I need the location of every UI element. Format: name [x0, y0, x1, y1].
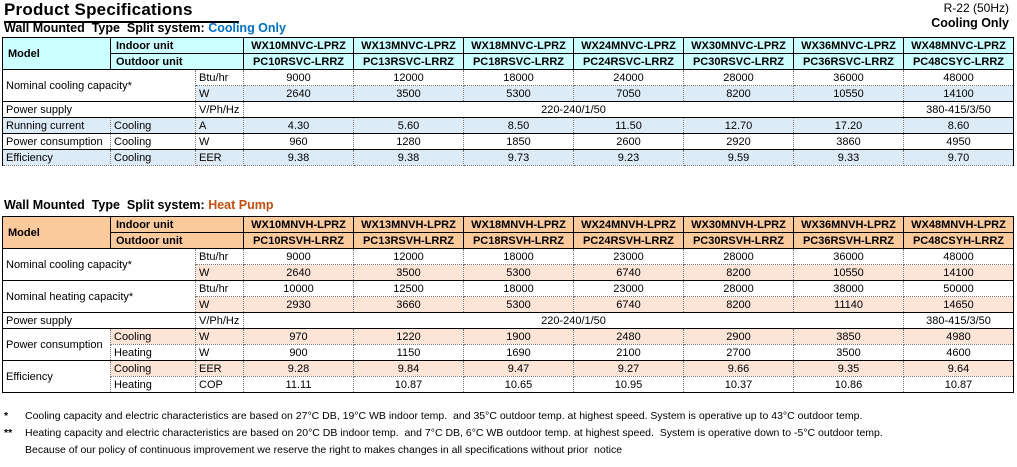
value-cell: 2100 [574, 345, 684, 361]
outdoor-unit-model: PC36RSVH-LRRZ [794, 233, 904, 249]
value-cell: 14100 [904, 265, 1014, 281]
row-unit-cell: W [196, 297, 244, 313]
value-cell: 2920 [684, 134, 794, 150]
row-label-cell: Power consumption [3, 134, 111, 150]
row-unit-cell: COP [196, 377, 244, 393]
spec-table-heat-pump [2, 216, 1014, 393]
value-cell: 10.65 [464, 377, 574, 393]
value-cell: 1220 [354, 329, 464, 345]
footnote-marker: ** [4, 427, 13, 439]
outdoor-unit-model: PC18RSVC-LRRZ [464, 54, 574, 70]
value-cell: 5300 [464, 265, 574, 281]
indoor-unit-model: WX10MNVC-LPRZ [244, 38, 354, 54]
row-label-cell: Efficiency [3, 150, 111, 166]
value-cell: 23000 [574, 249, 684, 265]
value-cell: 36000 [794, 70, 904, 86]
value-cell: 9.28 [244, 361, 354, 377]
row-unit-cell: Btu/hr [196, 70, 244, 86]
row-label-cell: Nominal cooling capacity* [3, 70, 196, 102]
value-cell: 10.86 [794, 377, 904, 393]
value-cell: 2480 [574, 329, 684, 345]
indoor-unit-label: Indoor unit [111, 217, 244, 233]
indoor-unit-model: WX36MNVC-LPRZ [794, 38, 904, 54]
subtitle-text: Wall Mounted Type Split system: [4, 21, 209, 35]
value-cell: 18000 [464, 249, 574, 265]
value-cell: 3500 [354, 265, 464, 281]
value-cell: 3500 [794, 345, 904, 361]
row-unit-cell: W [196, 345, 244, 361]
value-cell: 5300 [464, 86, 574, 102]
row-label-cell: Nominal cooling capacity* [3, 249, 196, 281]
value-cell: 36000 [794, 249, 904, 265]
value-cell: 12000 [354, 249, 464, 265]
mode-note-label: Cooling Only [931, 16, 1009, 30]
footnote-text: Because of our policy of continuous improvement we reserve the right to makes changes in all specifications without prior notice [25, 444, 623, 456]
row-unit-cell: Btu/hr [196, 249, 244, 265]
value-cell: 9.59 [684, 150, 794, 166]
value-cell: 2640 [244, 265, 354, 281]
value-cell: 380-415/3/50 [904, 102, 1014, 118]
row-sub-cell: Cooling [111, 150, 196, 166]
row-unit-cell: V/Ph/Hz [196, 102, 244, 118]
value-cell: 48000 [904, 70, 1014, 86]
value-cell: 48000 [904, 249, 1014, 265]
value-cell: 3660 [354, 297, 464, 313]
value-cell: 970 [244, 329, 354, 345]
row-sub-cell: Cooling [111, 118, 196, 134]
section-subtitle-cooling [4, 21, 286, 35]
value-cell: 6740 [574, 297, 684, 313]
value-cell: 8.50 [464, 118, 574, 134]
indoor-unit-model: WX13MNVH-LPRZ [354, 217, 464, 233]
value-cell: 5.60 [354, 118, 464, 134]
outdoor-unit-model: PC24RSVH-LRRZ [574, 233, 684, 249]
value-cell: 8200 [684, 297, 794, 313]
value-cell: 7050 [574, 86, 684, 102]
row-unit-cell: W [196, 86, 244, 102]
outdoor-unit-model: PC18RSVH-LRRZ [464, 233, 574, 249]
value-cell: 9.66 [684, 361, 794, 377]
row-label-cell: Power supply [3, 313, 196, 329]
subtitle-text: Wall Mounted Type Split system: [4, 198, 209, 212]
value-cell: 8200 [684, 265, 794, 281]
value-cell: 9.27 [574, 361, 684, 377]
footnote-marker: * [4, 410, 9, 422]
indoor-unit-model: WX30MNVH-LPRZ [684, 217, 794, 233]
value-cell: 17.20 [794, 118, 904, 134]
value-cell: 1690 [464, 345, 574, 361]
value-cell: 380-415/3/50 [904, 313, 1014, 329]
value-cell: 9.38 [244, 150, 354, 166]
value-cell: 2640 [244, 86, 354, 102]
footnote-marker [4, 444, 25, 456]
outdoor-unit-model: PC10RSVC-LRRZ [244, 54, 354, 70]
value-cell: 12.70 [684, 118, 794, 134]
value-cell: 1900 [464, 329, 574, 345]
value-cell: 1150 [354, 345, 464, 361]
value-cell: 3860 [794, 134, 904, 150]
value-cell: 9.23 [574, 150, 684, 166]
value-cell: 14650 [904, 297, 1014, 313]
value-cell: 12000 [354, 70, 464, 86]
row-sub-cell: Cooling [111, 134, 196, 150]
page-title: Product Specifications [4, 0, 239, 23]
value-cell: 10.95 [574, 377, 684, 393]
power-supply-span-cell: 220-240/1/50 [244, 313, 904, 329]
model-header-cell: Model [3, 217, 111, 249]
indoor-unit-model: WX13MNVC-LPRZ [354, 38, 464, 54]
value-cell: 9000 [244, 249, 354, 265]
refrigerant-label: R-22 (50Hz) [943, 1, 1009, 15]
value-cell: 11.11 [244, 377, 354, 393]
header-right-block [931, 1, 1009, 31]
mode-label-heat-pump: Heat Pump [208, 198, 274, 212]
footnote-text: Cooling capacity and electric characteristics are based on 27°C DB, 19°C WB indoor temp. and 35°C outdoor temp. at highest speed. System is operative up to 43°C outdoor temp. [25, 410, 863, 422]
row-unit-cell: V/Ph/Hz [196, 313, 244, 329]
row-unit-cell: W [196, 134, 244, 150]
indoor-unit-model: WX18MNVC-LPRZ [464, 38, 574, 54]
footnotes [4, 410, 1014, 461]
value-cell: 10550 [794, 86, 904, 102]
value-cell: 11.50 [574, 118, 684, 134]
value-cell: 2900 [684, 329, 794, 345]
section-subtitle-heatpump [4, 198, 273, 212]
value-cell: 2700 [684, 345, 794, 361]
value-cell: 9.70 [904, 150, 1014, 166]
value-cell: 10.87 [904, 377, 1014, 393]
footnote-text: Heating capacity and electric characteristics are based on 20°C DB indoor temp. and 7°C DB, 6°C WB outdoor temp. at highest speed. System is operative down to -5°C outdoor temp. [25, 427, 883, 439]
value-cell: 24000 [574, 70, 684, 86]
value-cell: 10.37 [684, 377, 794, 393]
value-cell: 10000 [244, 281, 354, 297]
value-cell: 9.33 [794, 150, 904, 166]
row-label-cell: Power consumption [3, 329, 111, 361]
indoor-unit-model: WX10MNVH-LPRZ [244, 217, 354, 233]
row-unit-cell: W [196, 329, 244, 345]
power-supply-span-cell: 220-240/1/50 [244, 102, 904, 118]
indoor-unit-model: WX48MNVC-LPRZ [904, 38, 1014, 54]
outdoor-unit-model: PC24RSVC-LRRZ [574, 54, 684, 70]
value-cell: 3500 [354, 86, 464, 102]
value-cell: 9.84 [354, 361, 464, 377]
outdoor-unit-label: Outdoor unit [111, 233, 244, 249]
row-label-cell: Nominal heating capacity* [3, 281, 196, 313]
value-cell: 960 [244, 134, 354, 150]
value-cell: 18000 [464, 70, 574, 86]
value-cell: 3850 [794, 329, 904, 345]
footnote-row [4, 427, 1014, 439]
outdoor-unit-model: PC48CSYC-LRRZ [904, 54, 1014, 70]
row-unit-cell: Btu/hr [196, 281, 244, 297]
value-cell: 18000 [464, 281, 574, 297]
value-cell: 28000 [684, 249, 794, 265]
indoor-unit-label: Indoor unit [111, 38, 244, 54]
outdoor-unit-model: PC13RSVC-LRRZ [354, 54, 464, 70]
value-cell: 6740 [574, 265, 684, 281]
indoor-unit-model: WX24MNVC-LPRZ [574, 38, 684, 54]
cooling-only-table-container [2, 37, 1014, 166]
value-cell: 1850 [464, 134, 574, 150]
model-header-cell: Model [3, 38, 111, 70]
spec-table-cooling-only [2, 37, 1014, 166]
value-cell: 9.64 [904, 361, 1014, 377]
value-cell: 2930 [244, 297, 354, 313]
indoor-unit-model: WX30MNVC-LPRZ [684, 38, 794, 54]
value-cell: 10.87 [354, 377, 464, 393]
value-cell: 9000 [244, 70, 354, 86]
row-label-cell: Efficiency [3, 361, 111, 393]
value-cell: 38000 [794, 281, 904, 297]
value-cell: 12500 [354, 281, 464, 297]
value-cell: 1280 [354, 134, 464, 150]
footnote-row [4, 444, 1014, 456]
value-cell: 9.73 [464, 150, 574, 166]
value-cell: 23000 [574, 281, 684, 297]
row-sub-cell: Cooling [111, 361, 196, 377]
row-label-cell: Power supply [3, 102, 196, 118]
value-cell: 2600 [574, 134, 684, 150]
outdoor-unit-model: PC36RSVC-LRRZ [794, 54, 904, 70]
value-cell: 4.30 [244, 118, 354, 134]
outdoor-unit-model: PC13RSVH-LRRZ [354, 233, 464, 249]
indoor-unit-model: WX24MNVH-LPRZ [574, 217, 684, 233]
indoor-unit-model: WX36MNVH-LPRZ [794, 217, 904, 233]
value-cell: 4950 [904, 134, 1014, 150]
heat-pump-table-container [2, 216, 1014, 393]
row-unit-cell: EER [196, 150, 244, 166]
mode-label-cooling-only: Cooling Only [208, 21, 286, 35]
outdoor-unit-label: Outdoor unit [111, 54, 244, 70]
value-cell: 900 [244, 345, 354, 361]
value-cell: 8200 [684, 86, 794, 102]
value-cell: 50000 [904, 281, 1014, 297]
value-cell: 8.60 [904, 118, 1014, 134]
row-sub-cell: Cooling [111, 329, 196, 345]
value-cell: 9.38 [354, 150, 464, 166]
outdoor-unit-model: PC30RSVH-LRRZ [684, 233, 794, 249]
value-cell: 11140 [794, 297, 904, 313]
row-unit-cell: EER [196, 361, 244, 377]
row-unit-cell: W [196, 265, 244, 281]
value-cell: 14100 [904, 86, 1014, 102]
value-cell: 28000 [684, 70, 794, 86]
value-cell: 4980 [904, 329, 1014, 345]
row-sub-cell: Heating [111, 377, 196, 393]
footnote-row [4, 410, 1014, 422]
value-cell: 28000 [684, 281, 794, 297]
outdoor-unit-model: PC10RSVH-LRRZ [244, 233, 354, 249]
indoor-unit-model: WX18MNVH-LPRZ [464, 217, 574, 233]
value-cell: 10550 [794, 265, 904, 281]
value-cell: 4600 [904, 345, 1014, 361]
row-sub-cell: Heating [111, 345, 196, 361]
value-cell: 9.35 [794, 361, 904, 377]
outdoor-unit-model: PC30RSVC-LRRZ [684, 54, 794, 70]
row-label-cell: Running current [3, 118, 111, 134]
outdoor-unit-model: PC48CSYH-LRRZ [904, 233, 1014, 249]
indoor-unit-model: WX48MNVH-LPRZ [904, 217, 1014, 233]
value-cell: 5300 [464, 297, 574, 313]
value-cell: 9.47 [464, 361, 574, 377]
row-unit-cell: A [196, 118, 244, 134]
